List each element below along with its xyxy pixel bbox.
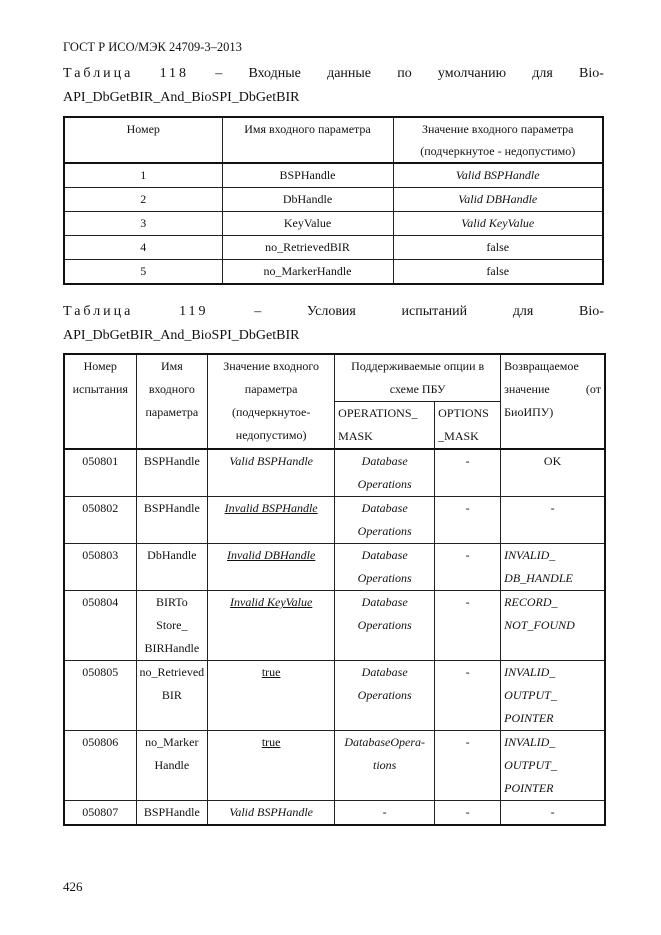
table-cell: INVALID_ DB_HANDLE — [501, 544, 605, 591]
table-cell: 050805 — [64, 661, 136, 731]
column-header: Имя входного параметра — [136, 354, 208, 449]
return-header-word: (от — [585, 382, 601, 396]
table-row — [64, 260, 603, 285]
table-cell: 050802 — [64, 497, 136, 544]
table-cell: - — [501, 497, 605, 544]
table-row — [64, 731, 605, 801]
column-header: Поддерживаемые опции в схеме ПБУ — [335, 354, 501, 402]
table-cell: INVALID_ OUTPUT_ POINTER — [501, 731, 605, 801]
caption-word: Bio- — [579, 304, 604, 319]
return-header-word: значение — [504, 382, 550, 396]
table-cell: Invalid KeyValue — [208, 591, 335, 661]
caption-line2: API_DbGetBIR_And_BioSPI_DbGetBIR — [63, 90, 300, 105]
caption-word: – — [254, 304, 262, 319]
table-cell: - — [335, 801, 435, 826]
table-cell: Database Operations — [335, 661, 435, 731]
table-cell: BIRTo Store_ BIRHandle — [136, 591, 208, 661]
column-header: Номер — [64, 117, 222, 163]
caption-word: умолчанию — [437, 66, 507, 81]
table-cell: BSPHandle — [222, 163, 393, 188]
table-cell: 1 — [64, 163, 222, 188]
table-cell: Valid BSPHandle — [208, 449, 335, 497]
table-cell: true — [208, 731, 335, 801]
return-header-line — [504, 378, 601, 401]
table-cell: Valid BSPHandle — [208, 801, 335, 826]
table-row — [64, 661, 605, 731]
table-cell: Valid BSPHandle — [393, 163, 603, 188]
table-cell: OK — [501, 449, 605, 497]
column-header — [501, 354, 605, 449]
table-cell: 050804 — [64, 591, 136, 661]
page-number: 426 — [63, 879, 83, 894]
table-118-caption — [63, 62, 604, 110]
table-cell: 3 — [64, 212, 222, 236]
table-cell: Invalid DBHandle — [208, 544, 335, 591]
table-cell: BSPHandle — [136, 801, 208, 826]
table-cell: Valid DBHandle — [393, 188, 603, 212]
table-cell: Database Operations — [335, 544, 435, 591]
table-cell: - — [435, 449, 501, 497]
table-119-caption — [63, 300, 604, 348]
table-row — [64, 497, 605, 544]
table-cell: 050807 — [64, 801, 136, 826]
table-cell: Database Operations — [335, 497, 435, 544]
table-cell: no_Retrieved BIR — [136, 661, 208, 731]
table-cell: - — [435, 544, 501, 591]
table-cell: KeyValue — [222, 212, 393, 236]
caption-word: 118 — [159, 66, 190, 81]
caption-word: испытаний — [401, 304, 468, 319]
table-cell: 5 — [64, 260, 222, 285]
table-cell: RECORD_ NOT_FOUND — [501, 591, 605, 661]
table-cell: false — [393, 236, 603, 260]
document-header: ГОСТ Р ИСО/МЭК 24709-3–2013 — [63, 40, 242, 54]
table-cell: 4 — [64, 236, 222, 260]
table-row — [64, 188, 603, 212]
table-cell: true — [208, 661, 335, 731]
column-header: Значение входного параметра (подчеркнутое-недопустимо) — [208, 354, 335, 449]
table-row — [64, 591, 605, 661]
caption-word: Таблица — [63, 304, 134, 319]
return-header-line: БиоИПУ) — [504, 405, 554, 419]
table-cell: Database Operations — [335, 591, 435, 661]
caption-word: 119 — [179, 304, 209, 319]
table-cell: DatabaseOpera- tions — [335, 731, 435, 801]
table-cell: - — [435, 661, 501, 731]
table-119 — [63, 353, 606, 826]
table-cell: 2 — [64, 188, 222, 212]
caption-word: данные — [327, 66, 372, 81]
caption-word: Входные — [248, 66, 301, 81]
return-header-line: Возвращаемое — [504, 359, 579, 373]
table-cell: no_Marker Handle — [136, 731, 208, 801]
table-cell: - — [501, 801, 605, 826]
table-cell: BSPHandle — [136, 497, 208, 544]
column-header: Номер испытания — [64, 354, 136, 449]
table-row — [64, 236, 603, 260]
caption-word: Bio- — [579, 66, 604, 81]
table-row — [64, 449, 605, 497]
table-cell: false — [393, 260, 603, 285]
table-row — [64, 544, 605, 591]
table-cell: - — [435, 731, 501, 801]
table-cell: - — [435, 801, 501, 826]
caption-word: Таблица — [63, 66, 134, 81]
column-header: OPERATIONS_ MASK — [335, 402, 435, 450]
table-cell: - — [435, 591, 501, 661]
column-header: Значение входного параметра (подчеркнутое - недопустимо) — [393, 117, 603, 163]
column-header: OPTIONS _MASK — [435, 402, 501, 450]
table-cell: Valid KeyValue — [393, 212, 603, 236]
table-cell: no_RetrievedBIR — [222, 236, 393, 260]
table-row — [64, 801, 605, 826]
table-cell: Database Operations — [335, 449, 435, 497]
table-cell: 050801 — [64, 449, 136, 497]
caption-word: – — [215, 66, 223, 81]
table-row — [64, 163, 603, 188]
table-cell: - — [435, 497, 501, 544]
caption-word: для — [512, 304, 534, 319]
table-cell: Invalid BSPHandle — [208, 497, 335, 544]
table-cell: DbHandle — [136, 544, 208, 591]
table-cell: 050803 — [64, 544, 136, 591]
table-cell: INVALID_ OUTPUT_ POINTER — [501, 661, 605, 731]
table-cell: BSPHandle — [136, 449, 208, 497]
column-header: Имя входного параметра — [222, 117, 393, 163]
table-row — [64, 212, 603, 236]
caption-line2: API_DbGetBIR_And_BioSPI_DbGetBIR — [63, 328, 300, 343]
table-118 — [63, 116, 604, 285]
table-cell: no_MarkerHandle — [222, 260, 393, 285]
table-cell: DbHandle — [222, 188, 393, 212]
caption-word: Условия — [306, 304, 356, 319]
caption-word: для — [532, 66, 553, 81]
table-cell: 050806 — [64, 731, 136, 801]
caption-word: по — [397, 66, 412, 81]
